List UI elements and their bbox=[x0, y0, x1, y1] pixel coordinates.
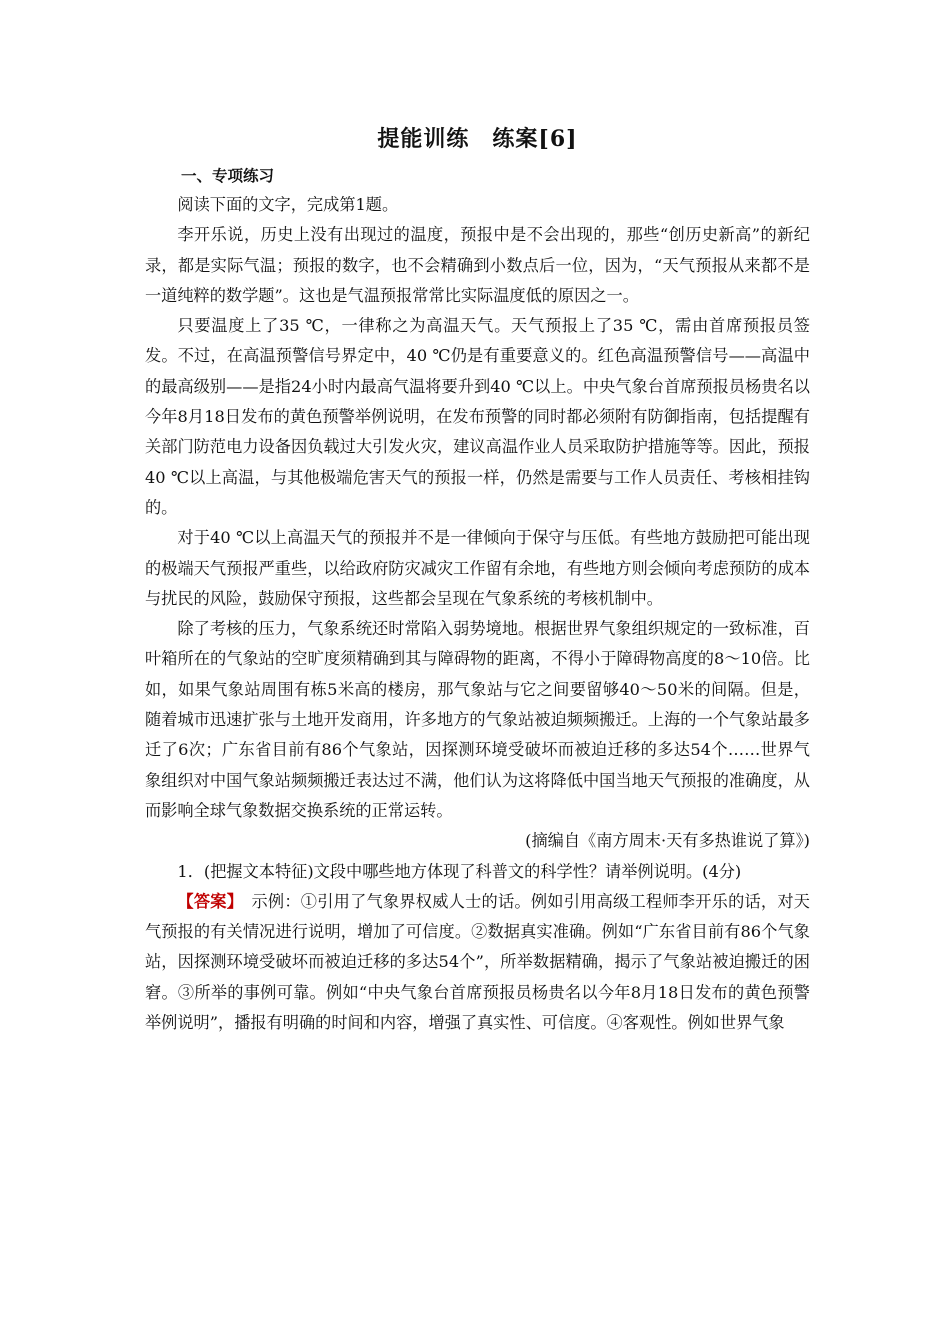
paragraph-2: 只要温度上了35 ℃，一律称之为高温天气。天气预报上了35 ℃，需由首席预报员签发。不过，在高温预警信号界定中，40 ℃仍是有重要意义的。红色高温预警信号——高温中的最高级别——是指24小时内最高气温将要升到40 ℃以上。中央气象台首席预报员杨贵名以今年8月18日发布的黄色预警举例说明，在发布预警的同时都必须附有防御指南，包括提醒有关部门防范电力设备因负载过大引发火灾，建议高温作业人员采取防护措施等等。因此，预报40 ℃以上高温，与其他极端危害天气的预报一样，仍然是需要与工作人员责任、考核相挂钩的。 bbox=[145, 316, 810, 517]
answer-text: 示例：①引用了气象界权威人士的话。例如引用高级工程师李开乐的话，对天气预报的有关情况进行说明，增加了可信度。②数据真实准确。例如“广东省目前有86个气象站，因探测环境受破坏而被迫迁移的多达54个”，所举数据精确，揭示了气象站被迫搬迁的困窘。③所举的事例可靠。例如“中央气象台首席预报员杨贵名以今年8月18日发布的黄色预警举例说明”，播报有明确的时间和内容，增强了真实性、可信度。④客观性。例如世界气象 bbox=[145, 891, 810, 1033]
paragraph-1: 李开乐说，历史上没有出现过的温度，预报中是不会出现的，那些“创历史新高”的新纪录，都是实际气温；预报的数字，也不会精确到小数点后一位，因为，“天气预报从来都不是一道纯粹的数学题”。这也是气温预报常常比实际温度低的原因之一。 bbox=[145, 225, 810, 305]
source-citation: (摘编自《南方周末·天有多热谁说了算》) bbox=[525, 831, 810, 851]
section-heading: 一、专项练习 bbox=[181, 166, 275, 185]
answer-label: 【答案】 bbox=[177, 891, 236, 911]
instruction-text: 阅读下面的文字，完成第1题。 bbox=[177, 195, 399, 214]
paragraph-4: 除了考核的压力，气象系统还时常陷入弱势境地。根据世界气象组织规定的一致标准，百叶箱所在的气象站的空旷度须精确到其与障碍物的距离，不得小于障碍物高度的8～10倍。比如，如果气象站周围有栋5米高的楼房，那气象站与它之间要留够40～50米的间隔。但是，随着城市迅速扩张与土地开发商用，许多地方的气象站被迫频频搬迁。上海的一个气象站最多迁了6次；广东省目前有86个气象站，因探测环境受破坏而被迫迁移的多达54个……世界气象组织对中国气象站频频搬迁表达过不满，他们认为这将降低中国当地天气预报的准确度，从而影响全球气象数据交换系统的正常运转。 bbox=[145, 619, 810, 820]
document-body bbox=[145, 190, 810, 1038]
question-1: 1．(把握文本特征)文段中哪些地方体现了科普文的科学性？请举例说明。(4分) bbox=[177, 861, 742, 881]
answer-block bbox=[145, 887, 810, 1038]
page-title: 提能训练 练案[6] bbox=[377, 126, 578, 152]
paragraph-3: 对于40 ℃以上高温天气的预报并不是一律倾向于保守与压低。有些地方鼓励把可能出现的极端天气预报严重些，以给政府防灾减灾工作留有余地，有些地方则会倾向考虑预防的成本与扰民的风险，鼓励保守预报，这些都会呈现在气象系统的考核机制中。 bbox=[145, 528, 810, 608]
